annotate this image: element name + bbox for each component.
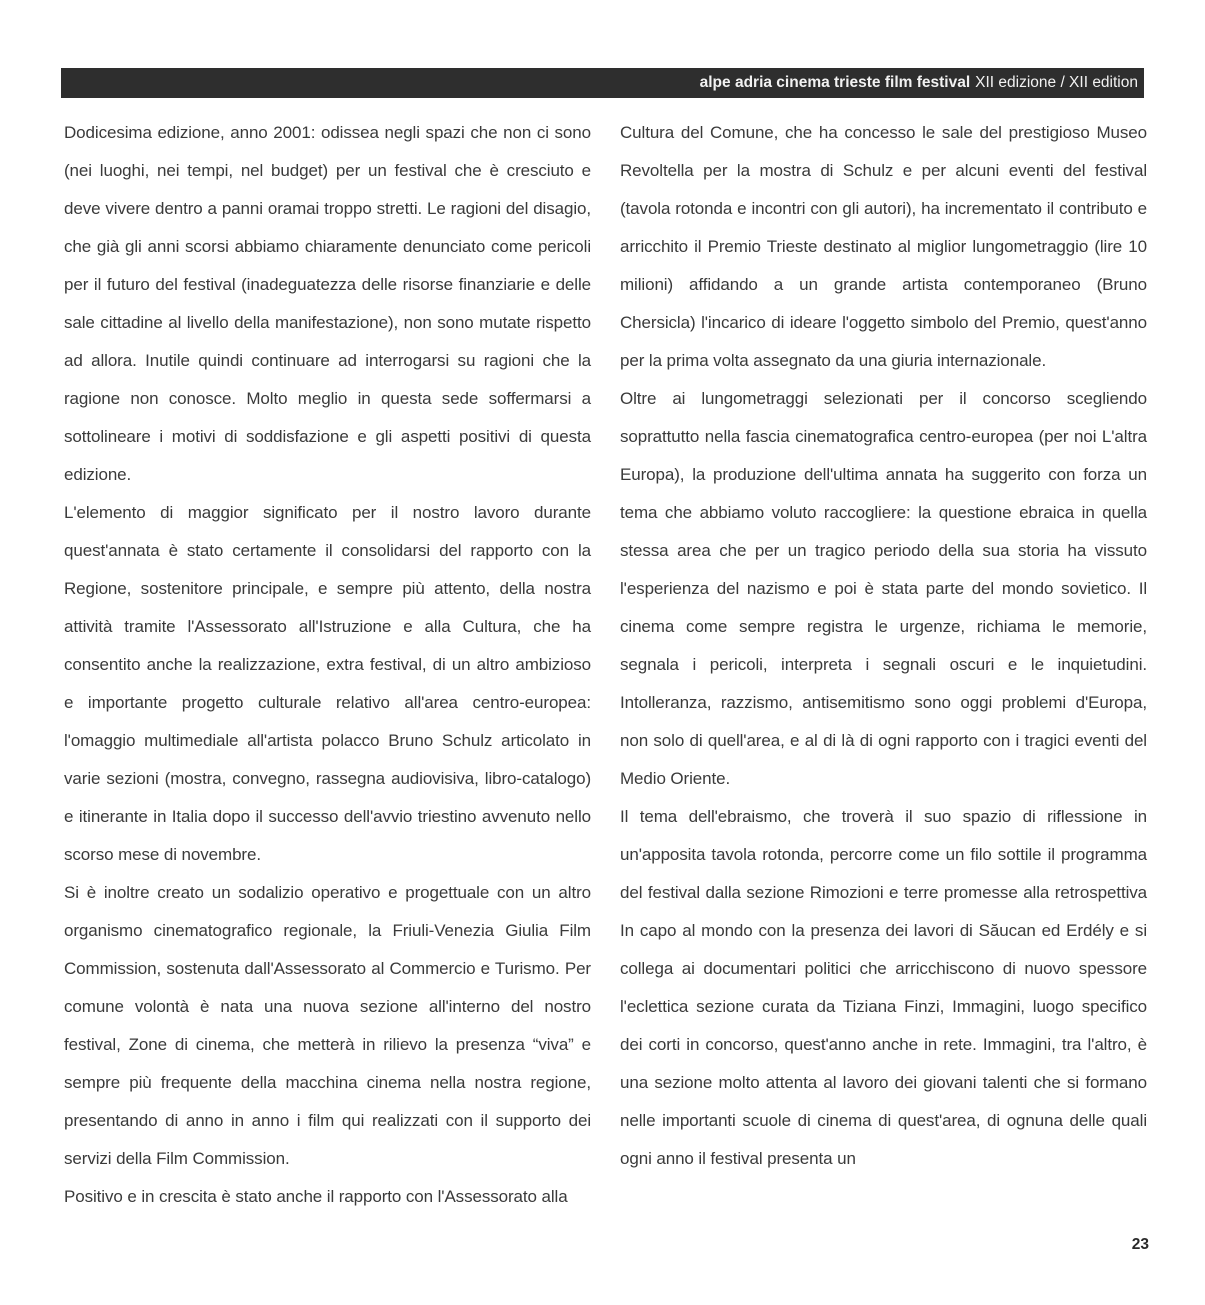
running-header	[61, 68, 1144, 98]
paragraph: Cultura del Comune, che ha concesso le sale del prestigioso Museo Revoltella per la mostra di Schulz e per alcuni eventi del festival (tavola rotonda e incontri con gli autori), ha incrementato il contributo e arricchito il Premio Trieste destinato al miglior lungometraggio (lire 10 milioni) affidando a un grande artista contemporaneo (Bruno Chersicla) l'incarico di ideare l'oggetto simbolo del Premio, quest'anno per la prima volta assegnato da una giuria internazionale.	[620, 123, 1147, 370]
page-number: 23	[1131, 1236, 1149, 1253]
paragraph: L'elemento di maggior significato per il nostro lavoro durante quest'annata è stato certamente il consolidarsi del rapporto con la Regione, sostenitore principale, e sempre più attento, della nostra attività tramite l'Assessorato all'Istruzione e alla Cultura, che ha consentito anche la realizzazione, extra festival, di un altro ambizioso e importante progetto culturale relativo all'area centro-europea: l'omaggio multimediale all'artista polacco Bruno Schulz articolato in varie sezioni (mostra, convegno, rassegna audiovisiva, libro-catalogo) e itinerante in Italia dopo il successo dell'avvio triestino avvenuto nello scorso mese di novembre.	[64, 503, 591, 864]
paragraph: Positivo e in crescita è stato anche il rapporto con l'Assessorato alla	[64, 1187, 568, 1206]
right-column	[620, 114, 1147, 1178]
header-title-edition: XII edizione / XII edition	[975, 74, 1138, 91]
paragraph: Il tema dell'ebraismo, che troverà il suo spazio di riflessione in un'apposita tavola rotonda, percorre come un filo sottile il programma del festival dalla sezione Rimozioni e terre promesse alla retrospettiva In capo al mondo con la presenza dei lavori di Săucan ed Erdély e si collega ai documentari politici che arricchiscono di nuovo spessore l'eclettica sezione curata da Tiziana Finzi, Immagini, luogo specifico dei corti in concorso, quest'anno anche in rete. Immagini, tra l'altro, è una sezione molto attenta al lavoro dei giovani talenti che si formano nelle importanti scuole di cinema di quest'area, di ognuna delle quali ogni anno il festival presenta un	[620, 807, 1147, 1168]
paragraph: Dodicesima edizione, anno 2001: odissea negli spazi che non ci sono (nei luoghi, nei tempi, nel budget) per un festival che è cresciuto e deve vivere dentro a panni oramai troppo stretti. Le ragioni del disagio, che già gli anni scorsi abbiamo chiaramente denunciato come pericoli per il futuro del festival (inadeguatezza delle risorse finanziarie e delle sale cittadine al livello della manifestazione), non sono mutate rispetto ad allora. Inutile quindi continuare ad interrogarsi su ragioni che la ragione non conosce. Molto meglio in questa sede soffermarsi a sottolineare i motivi di soddisfazione e gli aspetti positivi di questa edizione.	[64, 123, 591, 484]
paragraph: Si è inoltre creato un sodalizio operativo e progettuale con un altro organismo cinematografico regionale, la Friuli-Venezia Giulia Film Commission, sostenuta dall'Assessorato al Commercio e Turismo. Per comune volontà è nata una nuova sezione all'interno del nostro festival, Zone di cinema, che metterà in rilievo la presenza “viva” e sempre più frequente della macchina cinema nella nostra regione, presentando di anno in anno i film qui realizzati con il supporto dei servizi della Film Commission.	[64, 883, 591, 1168]
left-column	[64, 114, 591, 1216]
header-title-bold: alpe adria cinema trieste film festival	[699, 74, 971, 91]
paragraph: Oltre ai lungometraggi selezionati per il concorso scegliendo soprattutto nella fascia cinematografica centro-europea (per noi L'altra Europa), la produzione dell'ultima annata ha suggerito con forza un tema che abbiamo voluto raccogliere: la questione ebraica in quella stessa area che per un tragico periodo della sua storia ha vissuto l'esperienza del nazismo e poi è stata parte del mondo sovietico. Il cinema come sempre registra le urgenze, richiama le memorie, segnala i pericoli, interpreta i segnali oscuri e le inquietudini. Intolleranza, razzismo, antisemitismo sono oggi problemi d'Europa, non solo di quell'area, e al di là di ogni rapporto con i tragici eventi del Medio Oriente.	[620, 389, 1147, 788]
